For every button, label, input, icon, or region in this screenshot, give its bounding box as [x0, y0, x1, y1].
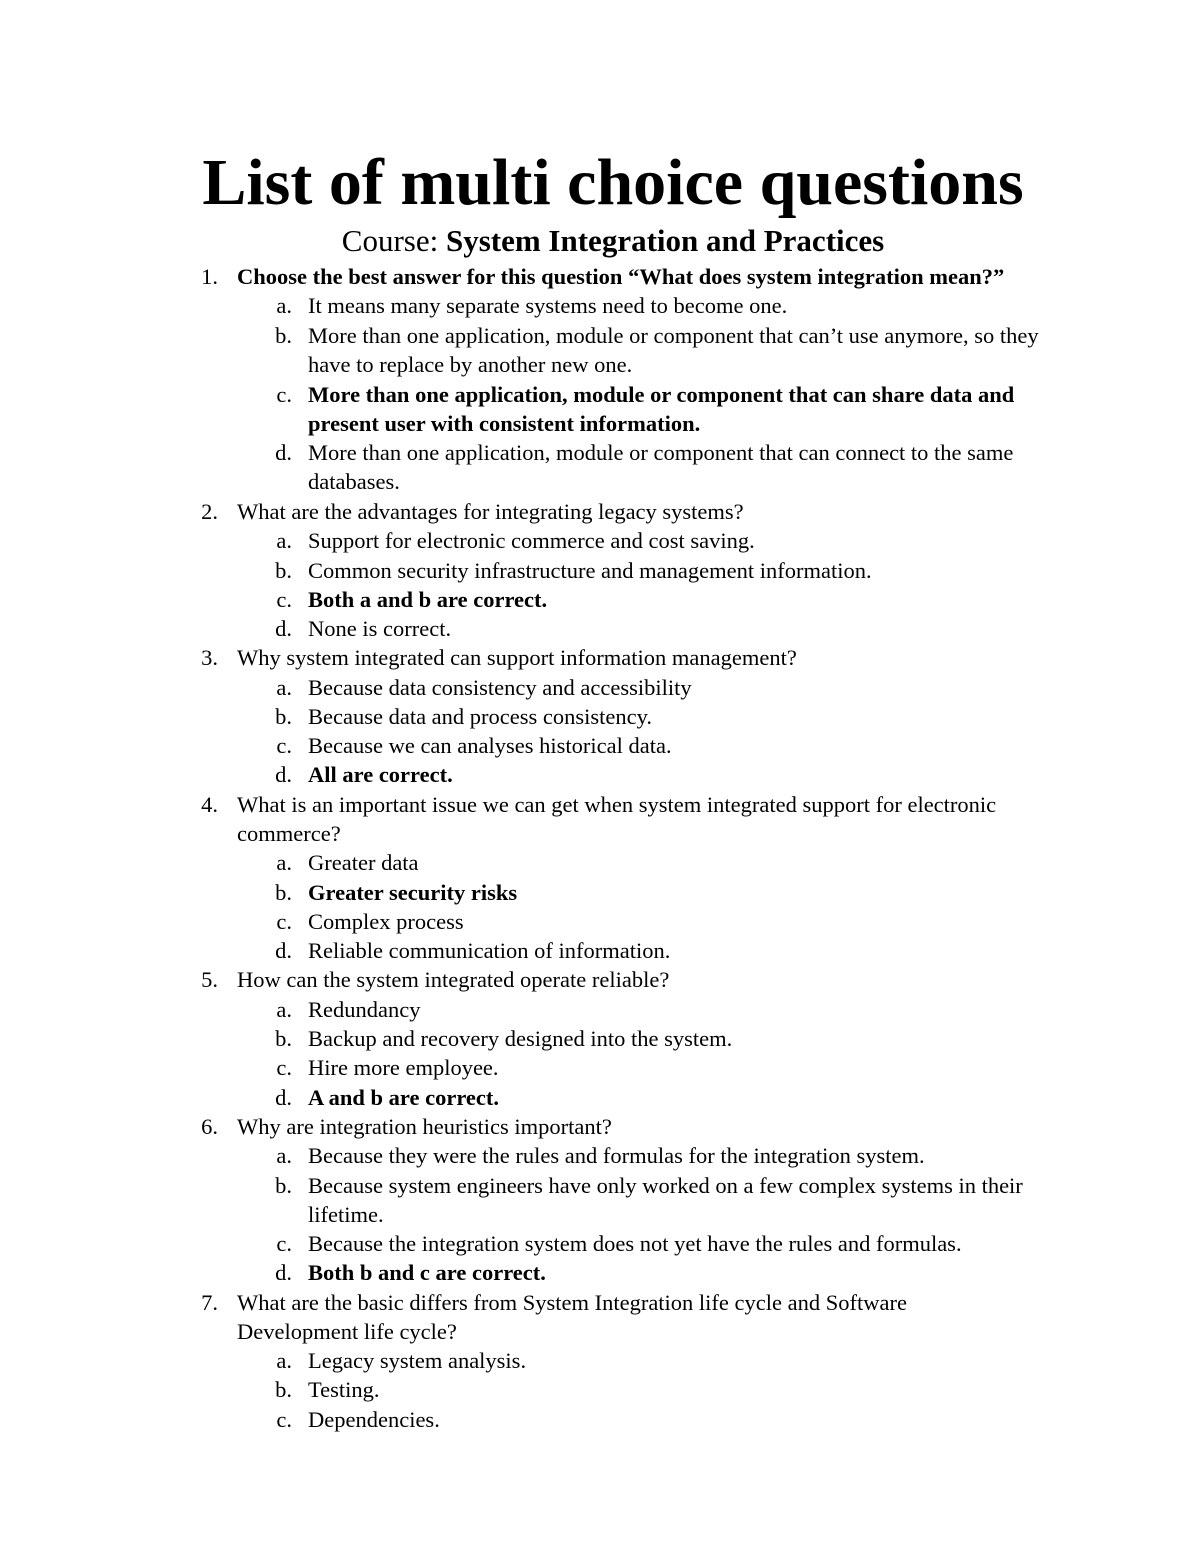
- option-text: Legacy system analysis.: [308, 1348, 527, 1373]
- option-text: Hire more employee.: [308, 1055, 499, 1080]
- question-number: 7.: [201, 1290, 218, 1315]
- question-number: 2.: [201, 499, 218, 524]
- option-letter: a.: [276, 675, 292, 700]
- option-letter: a.: [276, 293, 292, 318]
- option-text: Because the integration system does not yet have the rules and formulas.: [308, 1231, 962, 1256]
- option-text: More than one application, module or component that can’t use anymore, so they have to replace by another new one.: [308, 323, 1039, 378]
- option-text: Complex process: [308, 909, 464, 934]
- option-letter: d.: [275, 1260, 292, 1285]
- option-letter: b.: [275, 1173, 292, 1198]
- page-title: List of multi choice questions: [202, 146, 1024, 219]
- option-letter: c.: [276, 1407, 292, 1432]
- correct-option-text: A and b are correct.: [308, 1085, 500, 1110]
- question-text: What are the basic differs from System Integration life cycle and Software Development life cycle?: [237, 1290, 907, 1345]
- option-text: Because system engineers have only worked on a few complex systems in their lifetime.: [308, 1173, 1023, 1228]
- option-letter: c.: [276, 909, 292, 934]
- option-text: Backup and recovery designed into the system.: [308, 1026, 733, 1051]
- option-text: Because we can analyses historical data.: [308, 733, 672, 758]
- option-letter: c.: [276, 1055, 292, 1080]
- correct-option-text: Both a and b are correct.: [308, 587, 548, 612]
- option-letter: a.: [276, 850, 292, 875]
- question-text: How can the system integrated operate reliable?: [237, 967, 670, 992]
- question-number: 1.: [201, 264, 218, 289]
- question-number: 4.: [201, 792, 218, 817]
- option-letter: b.: [275, 1377, 292, 1402]
- question-text: Why are integration heuristics important?: [237, 1114, 612, 1139]
- option-text: Because data and process consistency.: [308, 704, 653, 729]
- course-label: Course:: [341, 223, 446, 258]
- option-letter: d.: [275, 440, 292, 465]
- option-text: Support for electronic commerce and cost saving.: [308, 528, 755, 553]
- option-text: More than one application, module or component that can connect to the same databases.: [308, 440, 1014, 495]
- question-number: 6.: [201, 1114, 218, 1139]
- option-letter: b.: [275, 704, 292, 729]
- option-letter: b.: [275, 880, 292, 905]
- option-letter: d.: [275, 616, 292, 641]
- correct-option-text: Both b and c are correct.: [308, 1260, 546, 1285]
- option-text: It means many separate systems need to become one.: [308, 293, 788, 318]
- question-text: What are the advantages for integrating legacy systems?: [237, 499, 744, 524]
- option-letter: d.: [275, 762, 292, 787]
- option-letter: d.: [275, 1085, 292, 1110]
- option-letter: c.: [276, 382, 292, 407]
- correct-option-text: All are correct.: [308, 762, 453, 787]
- option-letter: a.: [276, 1348, 292, 1373]
- question-text: What is an important issue we can get when system integrated support for electronic commerce?: [237, 792, 997, 847]
- option-letter: a.: [276, 528, 292, 553]
- option-text: Dependencies.: [308, 1407, 440, 1432]
- option-letter: b.: [275, 1026, 292, 1051]
- question-text: Choose the best answer for this question “What does system integration mean?”: [237, 264, 1005, 289]
- option-text: Because they were the rules and formulas for the integration system.: [308, 1143, 925, 1168]
- option-text: None is correct.: [308, 616, 452, 641]
- option-letter: d.: [275, 938, 292, 963]
- course-line: [0, 222, 1200, 260]
- option-letter: b.: [275, 323, 292, 348]
- option-letter: b.: [275, 558, 292, 583]
- option-text: Because data consistency and accessibility: [308, 675, 692, 700]
- question-number: 5.: [201, 967, 218, 992]
- correct-option-text: Greater security risks: [308, 880, 518, 905]
- option-text: Common security infrastructure and management information.: [308, 558, 872, 583]
- option-letter: c.: [276, 733, 292, 758]
- option-letter: a.: [276, 997, 292, 1022]
- option-text: Greater data: [308, 850, 419, 875]
- option-letter: a.: [276, 1143, 292, 1168]
- course-name: System Integration and Practices: [445, 223, 885, 258]
- option-text: Reliable communication of information.: [308, 938, 671, 963]
- question-text: Why system integrated can support information management?: [237, 645, 797, 670]
- question-number: 3.: [201, 645, 218, 670]
- option-text: Redundancy: [308, 997, 421, 1022]
- correct-option-text: More than one application, module or component that can share data and present user with consistent information.: [308, 382, 1015, 437]
- option-letter: c.: [276, 587, 292, 612]
- option-text: Testing.: [308, 1377, 380, 1402]
- option-letter: c.: [276, 1231, 292, 1256]
